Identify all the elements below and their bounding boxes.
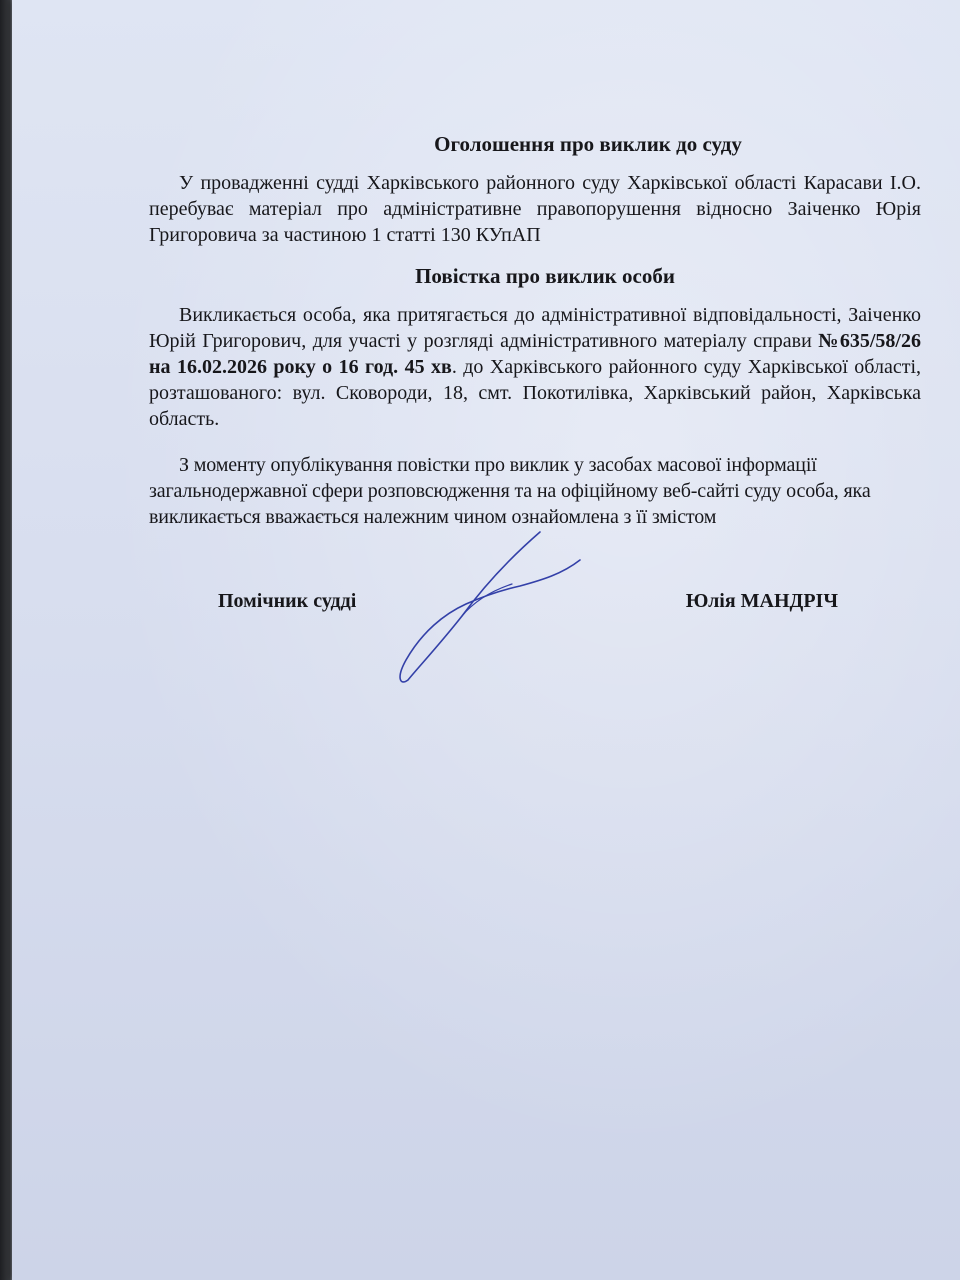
summons-text-part2: . до Харківського районного суду Харківської області, розташованого: вул. Сковороди, 18, смт. Покотилівка, Харківський район, Харківська область. — [149, 356, 922, 430]
signer-name: Юлія МАНДРІЧ — [685, 590, 838, 612]
summons-paragraph — [149, 302, 921, 432]
notice-paragraph: З моменту опублікування повістки про виклик у засобах масової інформації загальнодержавної сфери розповсюдження та на офіційному веб-сайті суду особа, яка викликається вважається належним чином ознайомлена з її змістом — [149, 454, 871, 528]
handwritten-signature — [392, 520, 592, 690]
signature-stroke-tail — [462, 584, 512, 616]
signer-role: Помічник судді — [218, 590, 357, 612]
signature-stroke-main — [400, 532, 580, 682]
paper-sheet — [12, 0, 960, 1280]
summons-text-part1: Викликається особа, яка притягається до адміністративної відповідальності, Заіченко Юрій Григорович, для участі у розгляді адміністративного матеріалу справи — [149, 304, 921, 352]
document-title: Оголошення про виклик до суду — [434, 132, 742, 156]
case-details: №635/58/26 на 16.02.2026 року о 16 год. 45 хв — [149, 330, 921, 378]
intro-paragraph: У провадженні судді Харківського районного суду Харківської області Карасави І.О. перебуває матеріал про адміністративне правопорушення відносно Заіченко Юрія Григоровича за частиною 1 статті 130 КУпАП — [149, 172, 921, 246]
summons-heading: Повістка про виклик особи — [415, 264, 675, 288]
document-body — [149, 130, 921, 530]
